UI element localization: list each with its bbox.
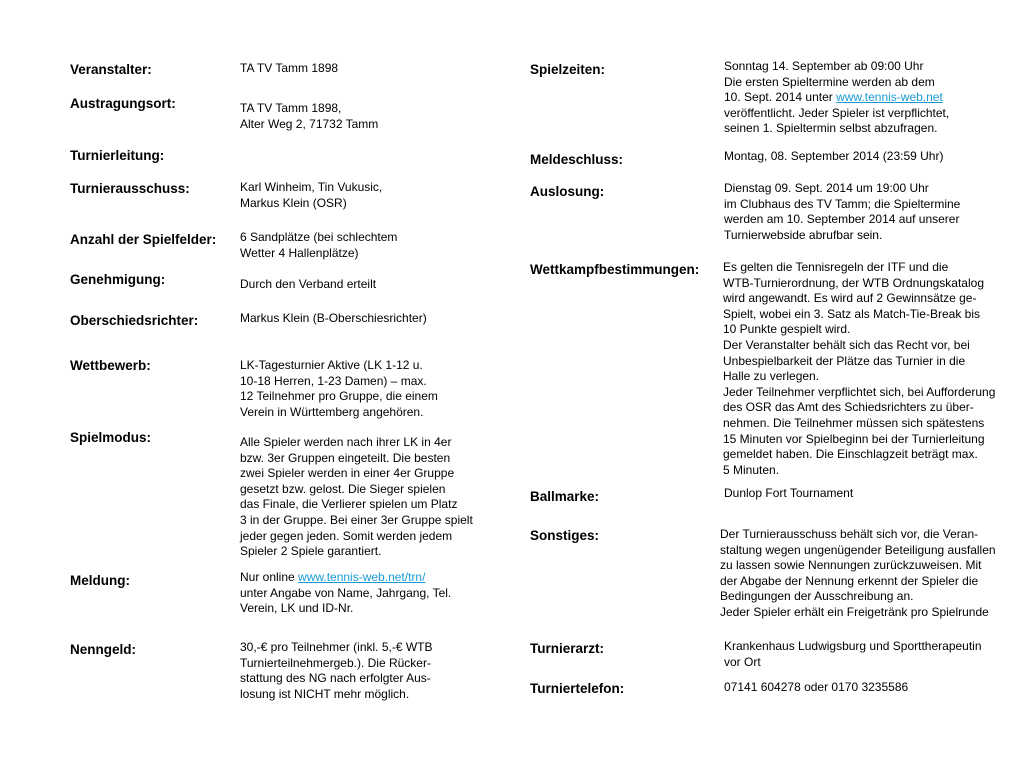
wettkampf-label: Wettkampfbestimmungen:: [530, 262, 700, 277]
spielfelder-label: Anzahl der Spielfelder:: [70, 232, 217, 247]
wettkampf-value: Es gelten die Tennisregeln der ITF und die WTB-Turnierordnung, der WTB Ordnungskatalog wird angewandt. Es wird auf 2 Gewinnsätze ge- Spielt, wobei ein 3. Satz als Match-Tie-Break bis 10 Punkte gespielt wird. Der Veranstalter behält sich das Recht vor, bei Unbespielbarkeit der Plätze das Turnier in die Halle zu verlegen. Jeder Teilnehmer verpflichtet sich, bei Aufforderung des OSR das Amt des Schiedsrichters zu über- nehmen. Die Teilnehmer müssen sich spätestens 15 Minuten vor Spielbeginn bei der Turnierleitung gemeldet haben. Die Einschlagzeit beträgt max. 5 Minuten.: [723, 260, 996, 477]
nenngeld-value: 30,-€ pro Teilnehmer (inkl. 5,-€ WTB Turnierteilnehmergeb.). Die Rücker- stattung des NG nach erfolgter Aus- losung ist NICHT mehr möglich.: [240, 640, 433, 701]
meldung-prefix: Nur online: [240, 570, 299, 584]
meldung-label: Meldung:: [70, 573, 130, 588]
sonstiges-label: Sonstiges:: [530, 528, 600, 543]
meldung-suffix: unter Angabe von Name, Jahrgang, Tel. Verein, LK und ID-Nr.: [240, 585, 452, 616]
spielzeiten-label: Spielzeiten:: [530, 62, 606, 77]
meldung-value: [240, 570, 451, 617]
auslosung-label: Auslosung:: [530, 184, 605, 199]
wettbewerb-label: Wettbewerb:: [70, 358, 151, 373]
veranstalter-label: Veranstalter:: [70, 62, 152, 77]
meldeschluss-label: Meldeschluss:: [530, 152, 624, 167]
spielzeiten-link[interactable]: www.tennis-web.net: [836, 90, 943, 105]
turnierarzt-label: Turnierarzt:: [530, 641, 605, 656]
turnierleitung-label: Turnierleitung:: [70, 148, 165, 163]
turnierausschuss-value: Karl Winheim, Tin Vukusic, Markus Klein (OSR): [240, 180, 383, 210]
turnierarzt-value: Krankenhaus Ludwigsburg und Sporttherapeutin vor Ort: [724, 639, 982, 669]
turniertelefon-value: 07141 604278 oder 0170 3235586: [724, 680, 909, 694]
nenngeld-label: Nenngeld:: [70, 642, 136, 657]
genehmigung-value: Durch den Verband erteilt: [240, 277, 377, 291]
oberschiedsrichter-label: Oberschiedsrichter:: [70, 313, 199, 328]
spielmodus-label: Spielmodus:: [70, 430, 152, 445]
veranstalter-value: TA TV Tamm 1898: [240, 61, 339, 75]
turnierausschuss-label: Turnierausschuss:: [70, 181, 190, 196]
oberschiedsrichter-value: Markus Klein (B-Oberschiesrichter): [240, 311, 427, 325]
turniertelefon-label: Turniertelefon:: [530, 681, 625, 696]
ballmarke-value: Dunlop Fort Tournament: [724, 486, 854, 500]
spielzeiten-suffix: veröffentlicht. Jeder Spieler ist verpflichtet, seinen 1. Spieltermin selbst abzufragen.: [724, 105, 950, 136]
auslosung-value: Dienstag 09. Sept. 2014 um 19:00 Uhr im Clubhaus des TV Tamm; die Spieltermine werden am 10. September 2014 auf unserer Turnierwebside abrufbar sein.: [724, 181, 961, 242]
genehmigung-label: Genehmigung:: [70, 272, 166, 287]
sonstiges-value: Der Turnierausschuss behält sich vor, die Veran- staltung wegen ungenügender Beteiligung ausfallen zu lassen sowie Nennungen zurückzuweisen. Mit der Abgabe der Nennung erkennt der Spieler die Bedingungen der Ausschreibung an. Jeder Spieler erhält ein Freigetränk pro Spielrunde: [720, 527, 996, 619]
wettbewerb-value: LK-Tagesturnier Aktive (LK 1-12 u. 10-18 Herren, 1-23 Damen) – max. 12 Teilnehmer pro Gruppe, die einem Verein in Württemberg angehören.: [240, 358, 438, 419]
ballmarke-label: Ballmarke:: [530, 489, 600, 504]
spielmodus-value: Alle Spieler werden nach ihrer LK in 4er bzw. 3er Gruppen eingeteilt. Die besten zwei Spieler werden in einer 4er Gruppe gesetzt bzw. gelost. Die Sieger spielen das Finale, die Verlierer spielen um Platz 3 in der Gruppe. Bei einer 3er Gruppe spielt jeder gegen jeden. Somit werden jedem Spieler 2 Spiele garantiert.: [240, 435, 473, 559]
austragungsort-value: TA TV Tamm 1898, Alter Weg 2, 71732 Tamm: [240, 101, 379, 131]
spielzeiten-prefix: Sonntag 14. September ab 09:00 Uhr Die ersten Spieltermine werden ab dem 10. Sept. 2014 unter: [724, 59, 935, 105]
meldung-link[interactable]: www.tennis-web.net/trn/: [298, 570, 426, 584]
austragungsort-label: Austragungsort:: [70, 96, 176, 111]
spielfelder-value: 6 Sandplätze (bei schlechtem Wetter 4 Hallenplätze): [240, 230, 398, 260]
spielzeiten-value: [724, 59, 949, 137]
meldeschluss-value: Montag, 08. September 2014 (23:59 Uhr): [724, 149, 944, 163]
